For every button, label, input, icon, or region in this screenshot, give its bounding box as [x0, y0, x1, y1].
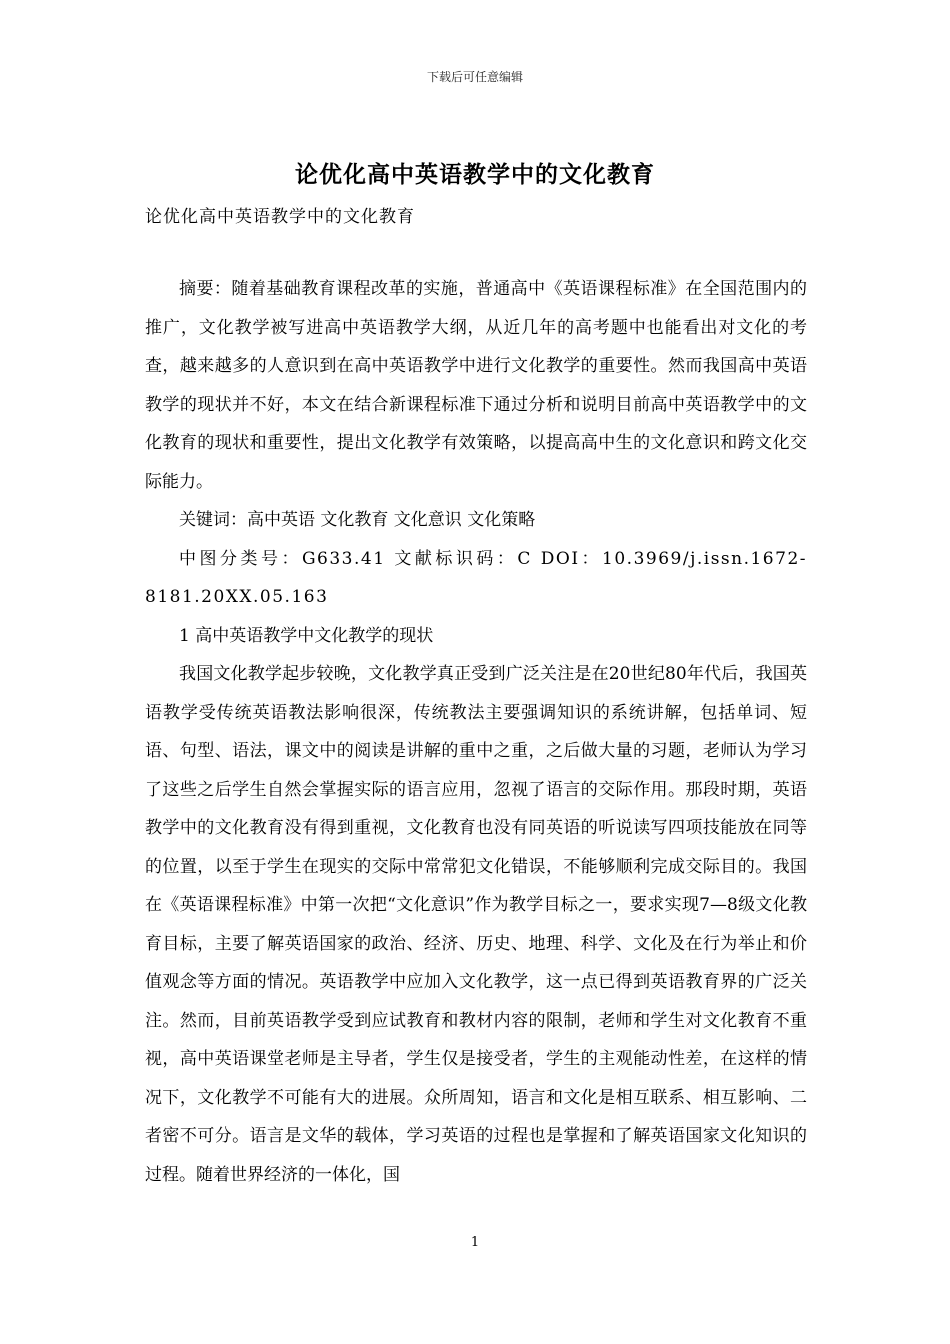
- body-paragraph: 我国文化教学起步较晚，文化教学真正受到广泛关注是在20世纪80年代后，我国英语教学受传统英语教法影响很深，传统教法主要强调知识的系统讲解，包括单词、短语、句型、语法，课文中的阅读是讲解的重中之重，之后做大量的习题，老师认为学习了这些之后学生自然会掌握实际的语言应用，忽视了语言的交际作用。那段时期，英语教学中的文化教育没有得到重视，文化教育也没有同英语的听说读写四项技能放在同等的位置，以至于学生在现实的交际中常常犯文化错误，不能够顺利完成交际目的。我国在《英语课程标准》中第一次把“文化意识”作为教学目标之一，要求实现7—8级文化教育目标，主要了解英语国家的政治、经济、历史、地理、科学、文化及在行为举止和价值观念等方面的情况。英语教学中应加入文化教学，这一点已得到英语教育界的广泛关注。然而，目前英语教学受到应试教育和教材内容的限制，老师和学生对文化教育不重视，高中英语课堂老师是主导者，学生仅是接受者，学生的主观能动性差，在这样的情况下，文化教学不可能有大的进展。众所周知，语言和文化是相互联系、相互影响、二者密不可分。语言是文华的载体，学习英语的过程也是掌握和了解英语国家文化知识的过程。随着世界经济的一体化，国: [145, 664, 807, 1185]
- document-title: 论优化高中英语教学中的文化教育: [295, 161, 655, 188]
- document-body: [145, 270, 807, 1194]
- abstract-paragraph: 摘要：随着基础教育课程改革的实施，普通高中《英语课程标准》在全国范围内的推广，文化教学被写进高中英语教学大纲，从近几年的高考题中也能看出对文化的考查，越来越多的人意识到在高中英语教学中进行文化教学的重要性。然而我国高中英语教学的现状并不好，本文在结合新课程标准下通过分析和说明目前高中英语教学中的文化教育的现状和重要性，提出文化教学有效策略，以提高高中生的文化意识和跨文化交际能力。: [145, 279, 807, 492]
- classification-line: 中图分类号：G633.41 文献标识码：C DOI：10.3969/j.issn.1672-8181.20XX.05.163: [145, 548, 807, 607]
- section-heading: 1 高中英语教学中文化教学的现状: [179, 625, 434, 646]
- document-subtitle: 论优化高中英语教学中的文化教育: [145, 207, 415, 227]
- page-header-note: 下载后可任意编辑: [426, 70, 523, 84]
- keywords-line: 关键词：高中英语 文化教育 文化意识 文化策略: [179, 510, 536, 530]
- page-number: 1: [470, 1235, 480, 1250]
